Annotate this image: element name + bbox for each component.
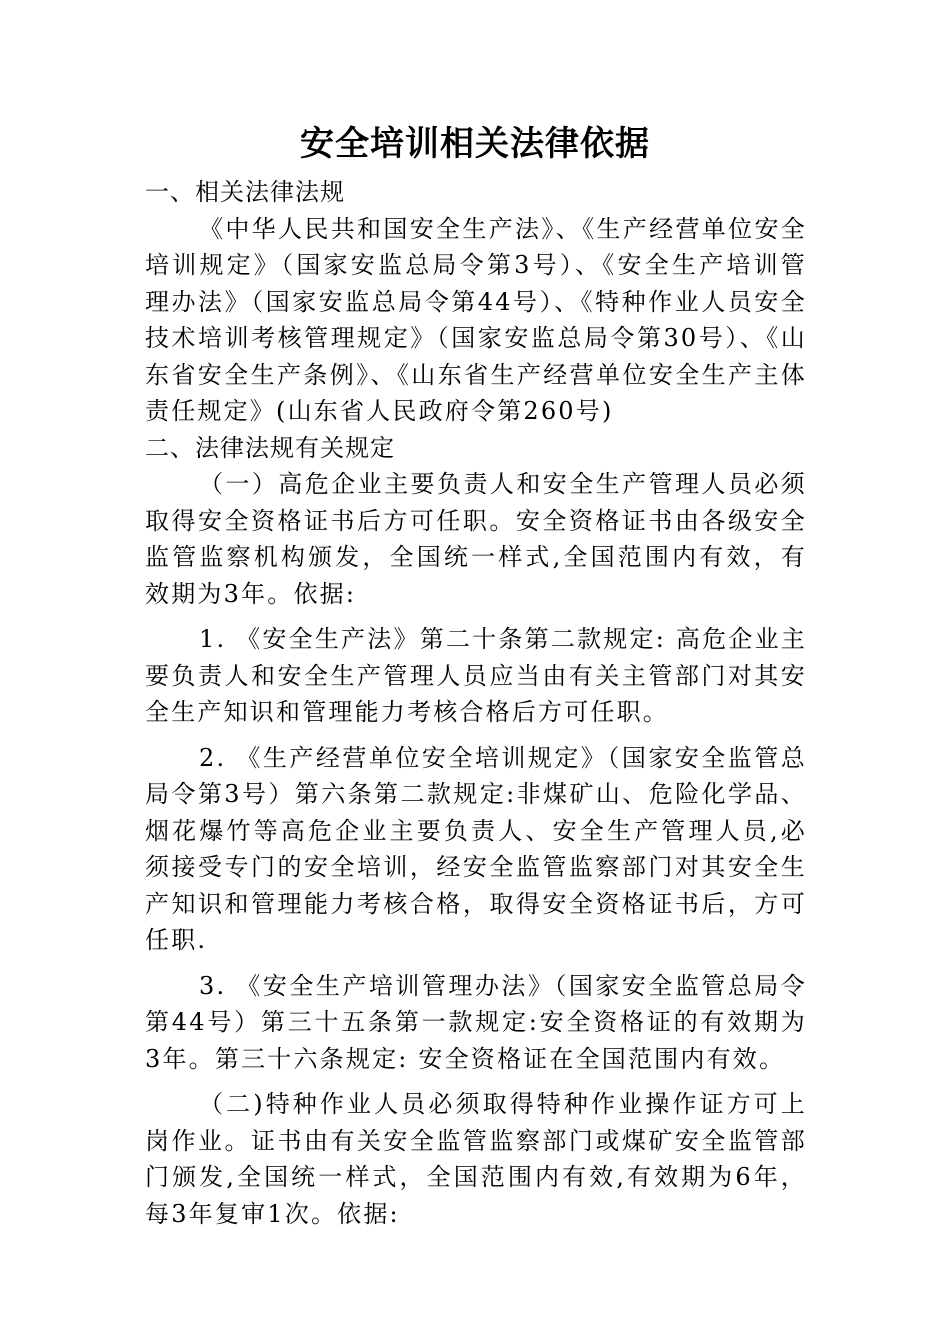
provision-1-basis-2: 2. 《生产经营单位安全培训规定》（国家安全监管总局令第3号）第六条第二款规定:非煤矿山、危险化学品、烟花爆竹等高危企业主要负责人、安全生产管理人员,必须接受专门的安全培训，经安全监管监察部门对其安全生产知识和管理能力考核合格，取得安全资格证书后，方可任职.: [145, 743, 807, 954]
document-body: [145, 174, 807, 1232]
provision-2-intro: （二)特种作业人员必须取得特种作业操作证方可上岗作业。证书由有关安全监管监察部门或煤矿安全监管部门颁发,全国统一样式，全国范围内有效,有效期为6年，每3年复审1次。依据:: [145, 1090, 807, 1228]
provision-1-intro: （一）高危企业主要负责人和安全生产管理人员必须取得安全资格证书后方可任职。安全资格证书由各级安全监管监察机构颁发，全国统一样式,全国范围内有效，有效期为3年。依据:: [145, 470, 807, 608]
section-heading-provisions: 二、法律法规有关规定: [145, 433, 395, 462]
laws-list-paragraph: 《中华人民共和国安全生产法》、《生产经营单位安全培训规定》（国家安监总局令第3号）、《安全生产培训管理办法》（国家安监总局令第44号）、《特种作业人员安全技术培训考核管理规定》（国家安监总局令第30号）、《山东省安全生产条例》、《山东省生产经营单位安全生产主体责任规定》(山东省人民政府令第260号): [145, 214, 807, 425]
provision-1-basis-1: 1. 《安全生产法》第二十条第二款规定: 高危企业主要负责人和安全生产管理人员应当由有关主管部门对其安全生产知识和管理能力考核合格后方可任职。: [145, 625, 807, 726]
document-title: 安全培训相关法律依据: [300, 124, 650, 164]
section-heading-laws: 一、相关法律法规: [145, 178, 345, 206]
provision-1-basis-3: 3. 《安全生产培训管理办法》（国家安全监管总局令第44号）第三十五条第一款规定:安全资格证的有效期为3年。第三十六条规定: 安全资格证在全国范围内有效。: [145, 971, 807, 1073]
